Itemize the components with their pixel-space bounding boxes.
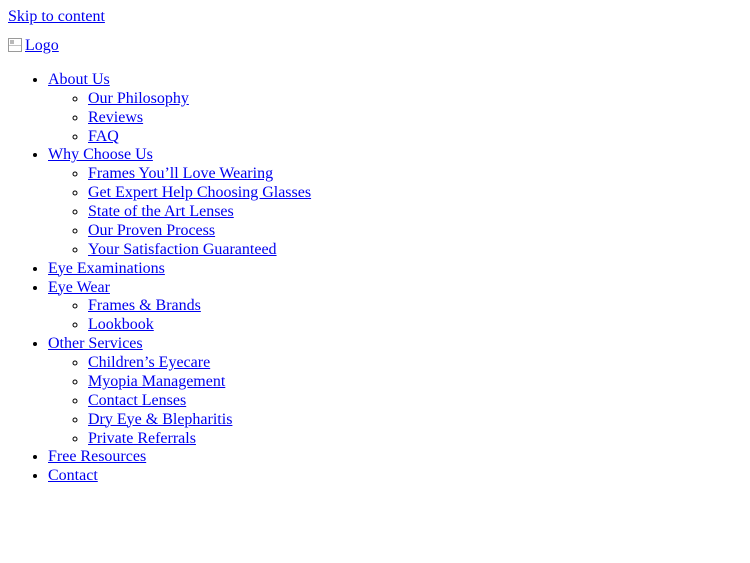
nav-subitem (88, 109, 742, 128)
broken-image-icon (8, 38, 22, 52)
nav-item (48, 260, 742, 279)
nav-sublink[interactable]: Children’s Eyecare (88, 354, 211, 371)
nav-sublink[interactable]: Private Referrals (88, 429, 196, 447)
nav-sublink[interactable]: Dry Eye & Blepharitis (88, 410, 233, 428)
nav-link[interactable]: Contact (48, 467, 98, 485)
nav-submenu (48, 165, 742, 259)
nav-subitem (88, 411, 742, 430)
nav-subitem (88, 297, 742, 316)
nav-sublink[interactable]: Our Proven Process (88, 221, 216, 239)
nav-sublink[interactable]: Myopia Management (88, 372, 226, 390)
nav-item (48, 279, 742, 336)
nav-sublink[interactable]: FAQ (88, 127, 119, 145)
nav-sublink[interactable]: Your Satisfaction Guaranteed (88, 240, 277, 258)
nav-item (48, 335, 742, 448)
nav-subitem (88, 203, 742, 222)
nav-subitem (88, 184, 742, 203)
nav-sublink[interactable]: Frames & Brands (88, 297, 201, 315)
nav-link[interactable]: Other Services (48, 335, 143, 353)
nav-link[interactable]: Why Choose Us (48, 146, 153, 164)
site-logo[interactable] (8, 37, 742, 55)
nav-link[interactable]: Eye Examinations (48, 259, 165, 277)
nav-item (48, 448, 742, 467)
main-navigation (8, 71, 742, 486)
nav-submenu (48, 90, 742, 147)
nav-sublink[interactable]: Frames You’ll Love Wearing (88, 165, 274, 183)
nav-item (48, 146, 742, 259)
nav-subitem (88, 373, 742, 392)
nav-sublink[interactable]: Lookbook (88, 316, 154, 334)
nav-link[interactable]: About Us (48, 70, 110, 88)
nav-subitem (88, 354, 742, 373)
nav-sublink[interactable]: State of the Art Lenses (88, 203, 234, 220)
nav-subitem (88, 430, 742, 449)
nav-subitem (88, 241, 742, 260)
nav-sublink[interactable]: Contact Lenses (88, 391, 187, 409)
nav-subitem (88, 128, 742, 147)
nav-link[interactable]: Free Resources (48, 448, 147, 466)
skip-to-content-link[interactable]: Skip to content (8, 8, 105, 25)
nav-subitem (88, 222, 742, 241)
logo-alt-text: Logo (25, 36, 59, 54)
nav-item (48, 71, 742, 147)
nav-submenu (48, 297, 742, 335)
nav-submenu (48, 354, 742, 448)
nav-subitem (88, 90, 742, 109)
nav-link[interactable]: Eye Wear (48, 278, 110, 296)
nav-sublink[interactable]: Get Expert Help Choosing Glasses (88, 184, 312, 202)
nav-sublink[interactable]: Reviews (88, 108, 144, 126)
nav-item (48, 467, 742, 486)
nav-subitem (88, 165, 742, 184)
nav-subitem (88, 392, 742, 411)
nav-subitem (88, 316, 742, 335)
nav-sublink[interactable]: Our Philosophy (88, 89, 189, 107)
